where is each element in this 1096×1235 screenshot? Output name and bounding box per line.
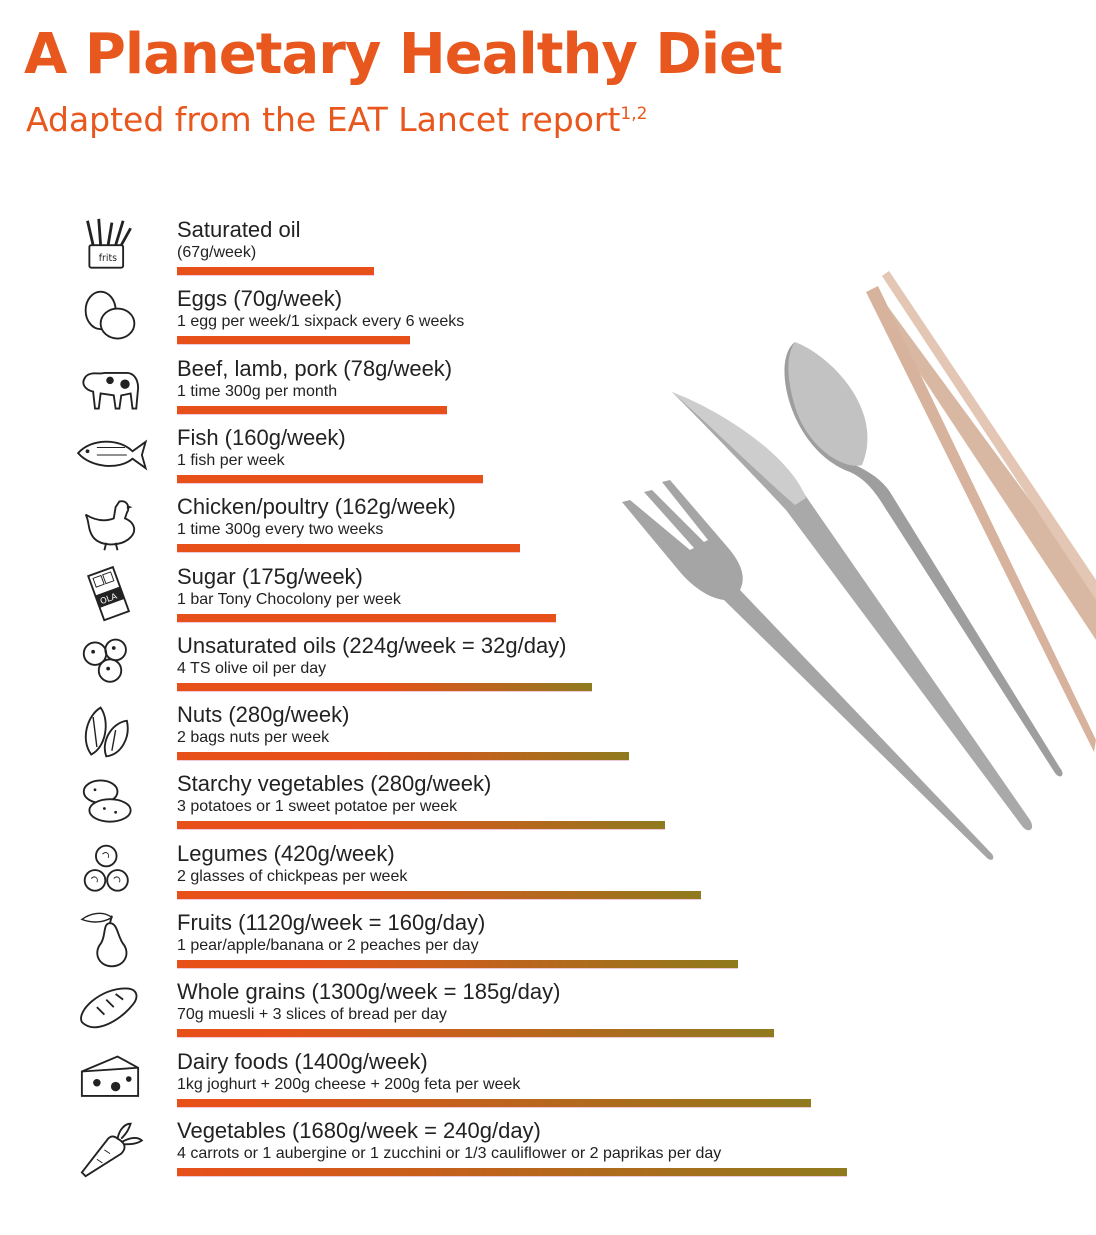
chocolate-icon: [70, 564, 150, 624]
category-detail: (67g/week): [177, 244, 257, 261]
fries-icon: [70, 217, 150, 277]
cow-icon: [70, 356, 150, 416]
category-detail: 1 time 300g per month: [177, 382, 338, 400]
category-label: Eggs (70g/week): [177, 286, 343, 312]
subtitle-footnote-ref: 1,2: [620, 104, 648, 124]
chart-row: [0, 1114, 900, 1183]
potatoes-icon: [70, 771, 150, 831]
value-bar: [177, 267, 374, 275]
category-label: Dairy foods (1400g/week): [177, 1048, 428, 1074]
category-detail: 1 bar Tony Chocolony per week: [177, 590, 401, 608]
cutlery-illustration: [600, 260, 1096, 860]
value-bar: [177, 406, 447, 414]
value-bar: [177, 1099, 811, 1107]
value-bar: [177, 1029, 774, 1037]
spoon-bowl-highlight: [788, 342, 867, 466]
value-bar: [177, 336, 410, 344]
category-detail: 1 egg per week/1 sixpack every 6 weeks: [177, 313, 465, 331]
value-bar: [177, 544, 520, 552]
category-label: Unsaturated oils (224g/week = 32g/day): [177, 632, 567, 658]
page-title: A Planetary Healthy Diet: [24, 22, 782, 87]
value-bar: [177, 683, 592, 691]
category-label: Starchy vegetables (280g/week): [177, 771, 492, 797]
category-detail: 1 pear/apple/banana or 2 peaches per day: [177, 937, 479, 954]
olives-icon: [70, 633, 150, 693]
category-label: Chicken/poultry (162g/week): [177, 494, 456, 520]
category-detail: 70g muesli + 3 slices of bread per day: [177, 1006, 447, 1024]
carrot-icon: [70, 1118, 150, 1178]
category-detail: 4 carrots or 1 aubergine or 1 zucchini or 1/3 cauliflower or 2 paprikas per day: [177, 1144, 722, 1162]
chart-row: [0, 1045, 900, 1114]
value-bar: [177, 752, 629, 760]
chicken-icon: [70, 494, 150, 554]
eggs-icon: [70, 286, 150, 346]
category-label: Beef, lamb, pork (78g/week): [177, 355, 453, 381]
category-label: Sugar (175g/week): [177, 563, 363, 589]
category-label: Saturated oil: [177, 217, 301, 242]
category-label: Legumes (420g/week): [177, 840, 395, 866]
almonds-icon: [70, 702, 150, 762]
category-label: Fruits (1120g/week = 160g/day): [177, 910, 486, 935]
category-label: Nuts (280g/week): [177, 702, 350, 728]
chart-row: [0, 975, 900, 1044]
category-detail: 1 fish per week: [177, 451, 285, 469]
chickpeas-icon: [70, 841, 150, 901]
category-detail: 1 time 300g every two weeks: [177, 521, 384, 539]
category-label: Whole grains (1300g/week = 185g/day): [177, 979, 561, 1005]
svg-text:OLA: OLA: [98, 590, 119, 606]
subtitle-text: Adapted from the EAT Lancet report: [26, 100, 621, 139]
category-detail: 2 glasses of chickpeas per week: [177, 867, 408, 885]
value-bar: [177, 821, 665, 829]
value-bar: [177, 1168, 847, 1176]
pear-icon: [70, 910, 150, 970]
bread-icon: [70, 979, 150, 1039]
category-detail: 3 potatoes or 1 sweet potatoe per week: [177, 798, 458, 816]
category-detail: 1kg joghurt + 200g cheese + 200g feta per week: [177, 1075, 521, 1093]
chart-row: [0, 906, 900, 975]
category-label: Fish (160g/week): [177, 424, 346, 450]
value-bar: [177, 891, 701, 899]
category-detail: 2 bags nuts per week: [177, 729, 330, 747]
category-label: Vegetables (1680g/week = 240g/day): [177, 1117, 541, 1143]
category-detail: 4 TS olive oil per day: [177, 659, 327, 677]
cheese-icon: [70, 1049, 150, 1109]
value-bar: [177, 960, 738, 968]
fish-icon: [70, 425, 150, 485]
value-bar: [177, 614, 556, 622]
svg-text:frits: frits: [98, 253, 118, 265]
value-bar: [177, 475, 483, 483]
knife-blade-highlight: [672, 392, 806, 505]
